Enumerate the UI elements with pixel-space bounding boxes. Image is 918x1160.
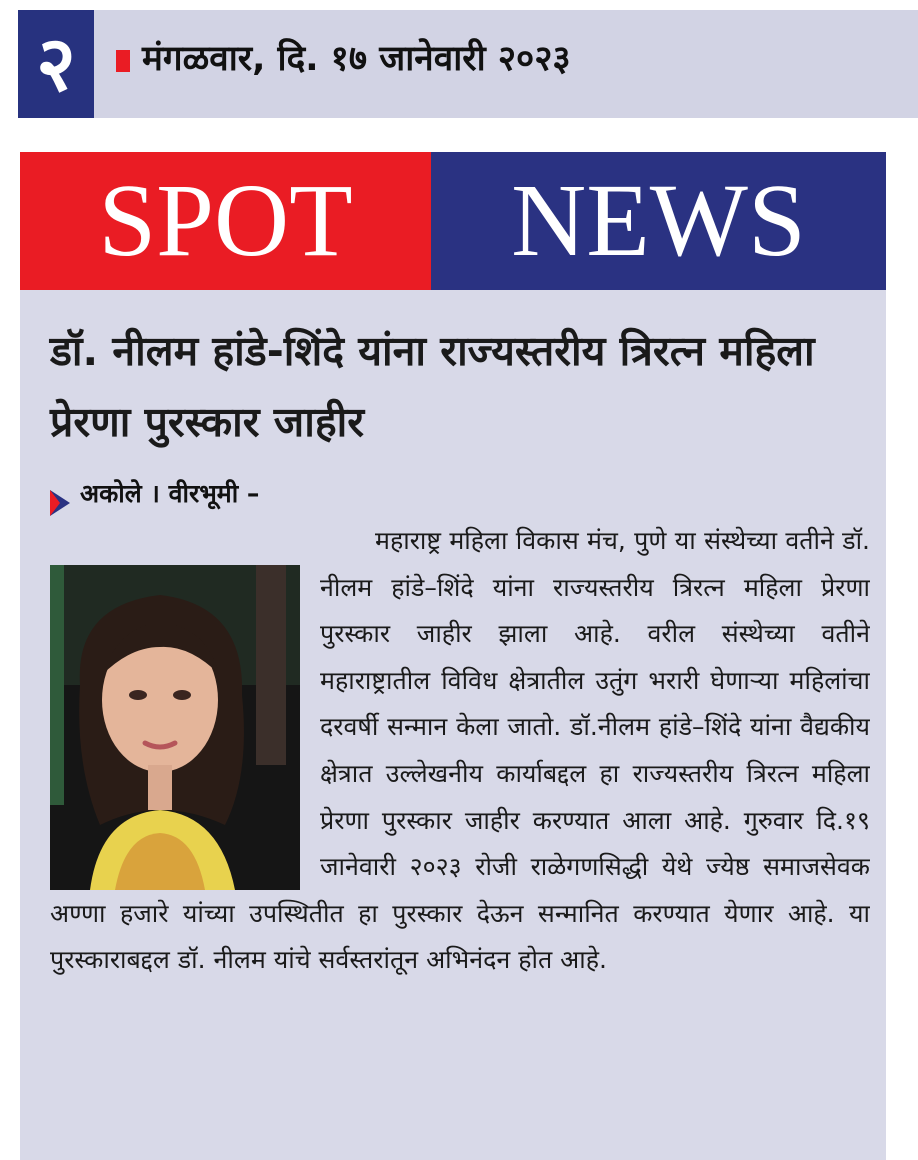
portrait-photo: [50, 565, 300, 890]
issue-date: मंगळवार, दि. १७ जानेवारी २०२३: [142, 39, 571, 79]
date-marker: [116, 50, 130, 72]
headline: डॉ. नीलम हांडे-शिंदे यांना राज्यस्तरीय त्रिरत्न महिला प्रेरणा पुरस्कार जाहीर: [50, 327, 815, 446]
article-body-text: महाराष्ट्र महिला विकास मंच, पुणे या संस्थेच्या वतीने डॉ. नीलम हांडे–शिंदे यांना राज्यस्तरीय त्रिरत्न महिला प्रेरणा पुरस्कार जाहीर झाला आहे. वरील संस्थेच्या वतीने महाराष्ट्रातील विविध क्षेत्रातील उतुंग भरारी घेणाऱ्या महिलांचा दरवर्षी सन्मान केला जातो. डॉ.नीलम हांडे–शिंदे यांना वैद्यकीय क्षेत्रात उल्लेखनीय कार्याबद्दल हा राज्यस्तरीय त्रिरत्न महिला प्रेरणा पुरस्कार जाहीर करण्यात आला आहे. गुरुवार दि.१९ जानेवारी २०२३ रोजी राळेगणसिद्धी येथे ज्येष्ठ समाजसेवक अण्णा हजारे यांच्या उपस्थितीत हा पुरस्कार देऊन सन्मानित करण्यात येणार आहे. या पुरस्काराबद्दल डॉ. नीलम यांचे सर्वस्तरांतून अभिनंदन होत आहे.: [50, 526, 870, 975]
dateline-arrow-icon: [50, 490, 70, 516]
page-number: २: [18, 10, 94, 118]
article-body: [50, 518, 870, 1148]
banner-spot: SPOT: [20, 152, 431, 290]
banner-news: NEWS: [431, 152, 886, 290]
dateline: अकोले । वीरभूमी –: [80, 479, 260, 508]
article: [20, 290, 886, 1160]
